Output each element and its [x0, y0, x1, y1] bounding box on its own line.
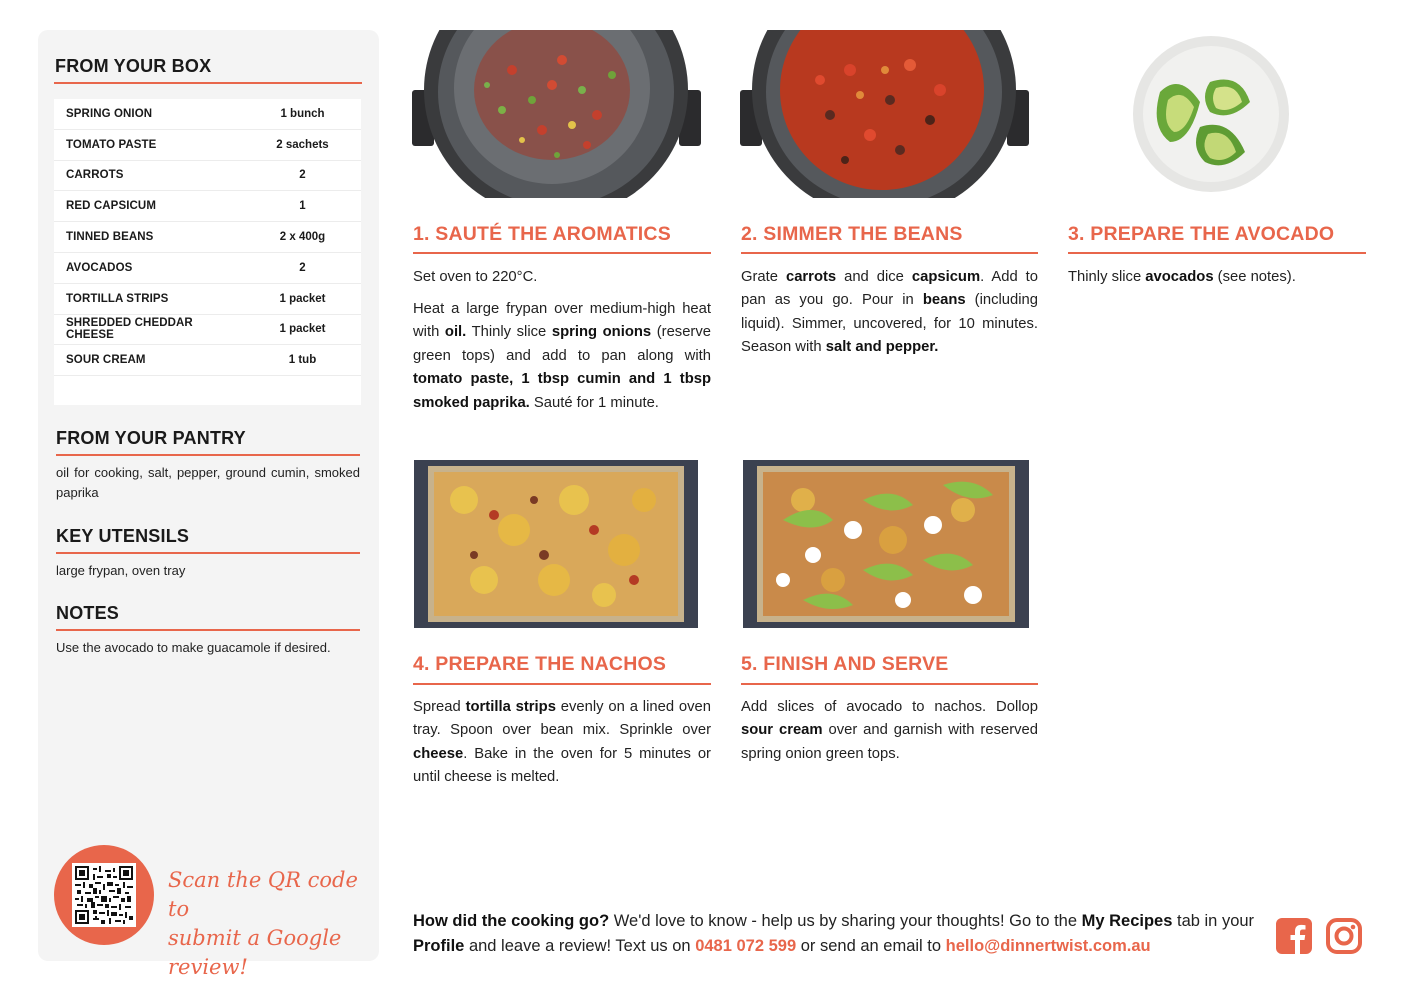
ingredient-qty: 1 tub — [288, 354, 317, 367]
divider — [56, 629, 360, 631]
divider — [413, 252, 711, 254]
utensils-text: large frypan, oven tray — [56, 563, 186, 578]
table-row — [54, 130, 361, 161]
ingredient-qty: 1 — [299, 200, 306, 213]
qr-code-icon[interactable] — [72, 863, 136, 927]
email-link[interactable]: hello@dinnertwist.com.au — [945, 937, 1151, 955]
utensils-heading: KEY UTENSILS — [56, 526, 190, 546]
step-1-title: 1. SAUTÉ THE AROMATICS — [413, 223, 671, 245]
divider — [56, 454, 360, 456]
step-3-title: 3. PREPARE THE AVOCADO — [1068, 223, 1335, 245]
step-5-title: 5. FINISH AND SERVE — [741, 653, 949, 675]
step-4-instructions: Spread tortilla strips evenly on a lined oven tray. Spoon over bean mix. Sprinkle over cheese. Bake in the oven for 5 minutes or until cheese is melted. — [413, 699, 711, 786]
ingredient-name: AVOCADOS — [66, 261, 133, 274]
step-2-body — [741, 266, 1038, 368]
pantry-text: oil for cooking, salt, pepper, ground cumin, smoked paprika — [56, 465, 360, 500]
ingredients-sidebar — [38, 30, 379, 979]
qr-caption-line: Scan the QR code to — [168, 868, 358, 921]
table-row — [54, 191, 361, 222]
step-3-instructions: Thinly slice avocados (see notes). — [1068, 269, 1296, 285]
divider — [741, 252, 1038, 254]
step-5-photo — [743, 460, 1029, 628]
step-2-photo — [740, 30, 1029, 198]
ingredient-name: TORTILLA STRIPS — [66, 292, 169, 305]
ingredient-qty: 1 packet — [279, 292, 326, 305]
pantry-heading: FROM YOUR PANTRY — [56, 428, 246, 448]
facebook-icon[interactable] — [1275, 917, 1313, 955]
ingredient-name: TINNED BEANS — [66, 231, 154, 244]
ingredient-qty: 1 packet — [279, 323, 326, 336]
ingredient-qty: 2 x 400g — [279, 231, 326, 244]
table-row — [54, 284, 361, 315]
step-4-title: 4. PREPARE THE NACHOS — [413, 653, 667, 675]
step-3-photo — [1130, 32, 1292, 196]
qr-badge[interactable] — [54, 845, 154, 945]
profile-link[interactable]: Profile — [413, 937, 465, 955]
my-recipes-link[interactable]: My Recipes — [1081, 912, 1173, 930]
divider — [1068, 252, 1366, 254]
ingredient-name: SHREDDED CHEDDAR CHEESE — [66, 317, 193, 342]
feedback-footer: How did the cooking go? We'd love to know - help us by sharing your thoughts! Go to the My Recipes tab in your Profile and leave a review! Text us on 0481 072 599 or send an email to hello@dinnertwist.com.au — [413, 912, 1255, 955]
table-row — [54, 253, 361, 284]
step-2-instructions: Grate carrots and dice capsicum. Add to pan as you go. Pour in beans (including liquid). Simmer, uncovered, for 10 minutes. Season with salt and pepper. — [741, 269, 1039, 356]
from-your-box-heading: FROM YOUR BOX — [55, 56, 212, 76]
ingredient-name: TOMATO PASTE — [66, 138, 157, 151]
ingredient-name: RED CAPSICUM — [66, 200, 157, 213]
ingredient-qty: 1 bunch — [280, 107, 325, 120]
qr-caption-line: submit a Google review! — [168, 926, 342, 979]
footer-question: How did the cooking go? — [413, 912, 610, 930]
divider — [413, 683, 711, 685]
table-row — [54, 315, 361, 346]
ingredient-name: SPRING ONION — [66, 107, 153, 120]
ingredient-qty: 2 — [299, 169, 306, 182]
divider — [741, 683, 1038, 685]
table-row — [54, 222, 361, 253]
step-5-body — [741, 696, 1038, 775]
step-1-photo — [412, 30, 701, 198]
step-2-title: 2. SIMMER THE BEANS — [741, 223, 963, 245]
qr-caption — [168, 866, 368, 982]
phone-link[interactable]: 0481 072 599 — [695, 937, 797, 955]
instagram-icon[interactable] — [1325, 917, 1363, 955]
notes-text: Use the avocado to make guacamole if desired. — [56, 640, 331, 655]
ingredient-qty: 2 sachets — [276, 138, 329, 151]
step-3-body — [1068, 266, 1366, 298]
divider — [56, 552, 360, 554]
step-4-photo — [414, 460, 698, 628]
notes-heading: NOTES — [56, 603, 120, 623]
table-row — [54, 161, 361, 192]
divider — [54, 82, 362, 84]
table-row — [54, 345, 361, 376]
ingredient-name: SOUR CREAM — [66, 354, 146, 367]
table-row — [54, 99, 361, 130]
step-1-body — [413, 266, 711, 423]
step-1-instructions: Heat a large frypan over medium-high heat with oil. Thinly slice spring onions (reserve green tops) and add to pan along with tomato paste, 1 tbsp cumin and 1 tbsp smoked paprika. Sauté for 1 minute. — [413, 300, 711, 411]
step-1-oven-text: Set oven to 220°C. — [413, 269, 538, 285]
ingredient-qty: 2 — [299, 261, 306, 274]
ingredients-table — [54, 99, 361, 405]
step-4-body — [413, 696, 711, 798]
step-5-instructions: Add slices of avocado to nachos. Dollop sour cream over and garnish with reserved spring onion green tops. — [741, 699, 1038, 762]
ingredient-name: CARROTS — [66, 169, 124, 182]
